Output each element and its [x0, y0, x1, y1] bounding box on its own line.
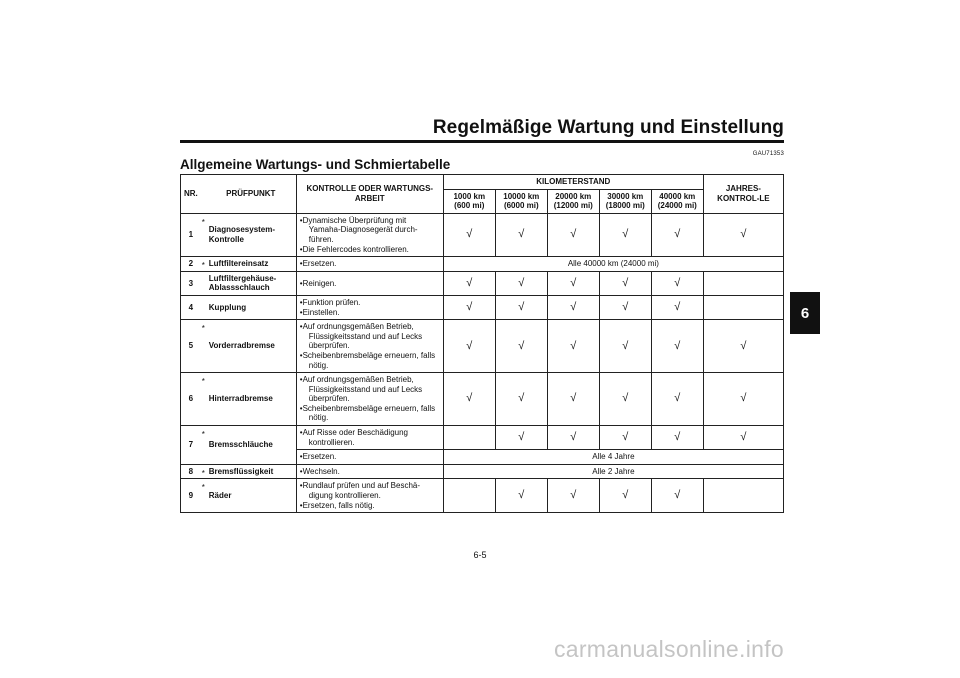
check-mark: √ — [443, 295, 495, 319]
watermark: carmanualsonline.info — [553, 636, 784, 662]
empty-cell — [443, 426, 495, 450]
check-item: Hinterradbremse — [206, 373, 297, 426]
empty-cell — [703, 295, 783, 319]
task-line: • Auf Risse oder Beschädigung kontrollieren. — [300, 428, 440, 447]
check-mark: √ — [703, 213, 783, 256]
task-cell — [296, 373, 443, 426]
row-number: 6 — [181, 373, 201, 426]
task-list — [300, 481, 440, 510]
check-mark: √ — [599, 295, 651, 319]
check-mark: √ — [495, 426, 547, 450]
row-number: 2 — [181, 257, 201, 272]
check-item: Diagnosesystem-Kontrolle — [206, 213, 297, 256]
row-number: 4 — [181, 295, 201, 319]
check-mark: √ — [599, 373, 651, 426]
reference-code: GAU71353 — [752, 151, 784, 157]
check-mark: √ — [495, 295, 547, 319]
check-mark: √ — [599, 426, 651, 450]
task-list — [300, 259, 440, 269]
interval-text: Alle 40000 km (24000 mi) — [443, 257, 783, 272]
task-line: • Wechseln. — [300, 467, 440, 477]
check-mark: √ — [547, 320, 599, 373]
check-item: Luftfiltergehäuse-Ablassschlauch — [206, 271, 297, 295]
task-list — [300, 279, 440, 289]
header-item: PRÜFPUNKT — [206, 175, 297, 214]
check-item: Bremsflüssigkeit — [206, 464, 297, 479]
check-mark: √ — [547, 271, 599, 295]
task-cell — [296, 479, 443, 513]
header-yearly: JAHRES-KONTROL-LE — [703, 175, 783, 214]
task-list — [300, 216, 440, 254]
km-value: 10000 km — [503, 191, 540, 201]
check-mark: √ — [495, 271, 547, 295]
table-header — [181, 175, 784, 214]
check-mark: √ — [443, 213, 495, 256]
row-number: 1 — [181, 213, 201, 256]
task-list — [300, 375, 440, 423]
mi-value: (6000 mi) — [503, 201, 539, 211]
check-mark: √ — [547, 213, 599, 256]
table-row — [181, 257, 784, 272]
check-item: Luftfiltereinsatz — [206, 257, 297, 272]
task-list — [300, 467, 440, 477]
check-mark: √ — [651, 426, 703, 450]
dealer-asterisk: * — [201, 213, 206, 256]
check-mark: √ — [495, 320, 547, 373]
task-line: • Dynamische Überprüfung mit Yamaha-Diagnosegerät durch-führen. — [300, 216, 440, 245]
check-mark: √ — [495, 373, 547, 426]
task-cell — [296, 464, 443, 479]
dealer-asterisk: * — [201, 257, 206, 272]
km-value: 1000 km — [453, 191, 486, 201]
check-mark: √ — [703, 426, 783, 450]
check-mark: √ — [651, 295, 703, 319]
check-mark: √ — [651, 320, 703, 373]
check-mark: √ — [547, 295, 599, 319]
row-number: 3 — [181, 271, 201, 295]
dealer-asterisk: * — [201, 320, 206, 373]
interval-text: Alle 2 Jahre — [443, 464, 783, 479]
task-line: • Rundlauf prüfen und auf Beschä-digung kontrollieren. — [300, 481, 440, 500]
row-number: 7 — [181, 426, 201, 465]
check-mark: √ — [495, 479, 547, 513]
maintenance-table — [180, 174, 784, 513]
task-cell — [296, 450, 443, 465]
header-km-5 — [651, 189, 703, 213]
task-cell — [296, 213, 443, 256]
task-list — [300, 298, 440, 317]
check-mark: √ — [703, 373, 783, 426]
chapter-tab[interactable]: 6 — [790, 292, 820, 334]
task-line: • Ersetzen. — [300, 259, 440, 269]
check-item: Kupplung — [206, 295, 297, 319]
header-km-3 — [547, 189, 599, 213]
table-row — [181, 479, 784, 513]
table-body — [181, 213, 784, 512]
task-list — [300, 452, 440, 462]
dealer-asterisk: * — [201, 479, 206, 513]
header-km-2 — [495, 189, 547, 213]
dealer-asterisk: * — [201, 464, 206, 479]
km-value: 20000 km — [555, 191, 592, 201]
check-item: Vorderradbremse — [206, 320, 297, 373]
row-number: 5 — [181, 320, 201, 373]
check-mark: √ — [651, 213, 703, 256]
check-mark: √ — [443, 320, 495, 373]
check-mark: √ — [599, 479, 651, 513]
table-row — [181, 271, 784, 295]
task-line: • Funktion prüfen. — [300, 298, 440, 308]
mi-value: (12000 mi) — [553, 201, 593, 211]
table-row — [181, 213, 784, 256]
task-cell — [296, 257, 443, 272]
check-item: Bremsschläuche — [206, 426, 297, 465]
mi-value: (600 mi) — [454, 201, 485, 211]
page-number: 6-5 — [473, 550, 487, 560]
check-mark: √ — [703, 320, 783, 373]
header-nr: NR. — [181, 175, 201, 214]
task-line: • Ersetzen. — [300, 452, 440, 462]
task-cell — [296, 295, 443, 319]
check-mark: √ — [651, 373, 703, 426]
check-mark: √ — [599, 271, 651, 295]
task-line: • Die Fehlercodes kontrollieren. — [300, 245, 440, 255]
task-line: • Scheibenbremsbeläge erneuern, falls nötig. — [300, 404, 440, 423]
mi-value: (18000 mi) — [605, 201, 645, 211]
empty-cell — [703, 479, 783, 513]
task-line: • Einstellen. — [300, 308, 440, 318]
check-mark: √ — [651, 271, 703, 295]
check-item: Räder — [206, 479, 297, 513]
task-cell — [296, 271, 443, 295]
check-mark: √ — [599, 320, 651, 373]
empty-cell — [443, 479, 495, 513]
table-row — [181, 295, 784, 319]
task-list — [300, 428, 440, 447]
row-number: 8 — [181, 464, 201, 479]
task-cell — [296, 426, 443, 450]
header-km-4 — [599, 189, 651, 213]
task-line: • Scheibenbremsbeläge erneuern, falls nötig. — [300, 351, 440, 370]
task-cell — [296, 320, 443, 373]
check-mark: √ — [547, 373, 599, 426]
dealer-asterisk: * — [201, 426, 206, 465]
task-line: • Ersetzen, falls nötig. — [300, 501, 440, 511]
check-mark: √ — [547, 479, 599, 513]
km-value: 30000 km — [607, 191, 644, 201]
check-mark: √ — [651, 479, 703, 513]
title-rule — [180, 140, 784, 143]
task-line: • Auf ordnungsgemäßen Betrieb, Flüssigkeitsstand und auf Lecks überprüfen. — [300, 322, 440, 351]
table-row — [181, 426, 784, 450]
empty-cell — [703, 271, 783, 295]
task-line: • Auf ordnungsgemäßen Betrieb, Flüssigkeitsstand und auf Lecks überprüfen. — [300, 375, 440, 404]
header-km-1 — [443, 189, 495, 213]
header-km-group: KILOMETERSTAND — [443, 175, 703, 190]
row-number: 9 — [181, 479, 201, 513]
check-mark: √ — [443, 373, 495, 426]
task-list — [300, 322, 440, 370]
mi-value: (24000 mi) — [657, 201, 697, 211]
km-value: 40000 km — [659, 191, 696, 201]
table-row — [181, 464, 784, 479]
page-title: Regelmäßige Wartung und Einstellung — [432, 117, 784, 138]
table-row — [181, 373, 784, 426]
check-mark: √ — [443, 271, 495, 295]
task-line: • Reinigen. — [300, 279, 440, 289]
check-mark: √ — [599, 213, 651, 256]
check-mark: √ — [547, 426, 599, 450]
header-task: KONTROLLE ODER WARTUNGS-ARBEIT — [296, 175, 443, 214]
check-mark: √ — [495, 213, 547, 256]
dealer-asterisk: * — [201, 373, 206, 426]
table-row — [181, 320, 784, 373]
interval-text: Alle 4 Jahre — [443, 450, 783, 465]
section-title: Allgemeine Wartungs- und Schmiertabelle — [180, 157, 451, 172]
